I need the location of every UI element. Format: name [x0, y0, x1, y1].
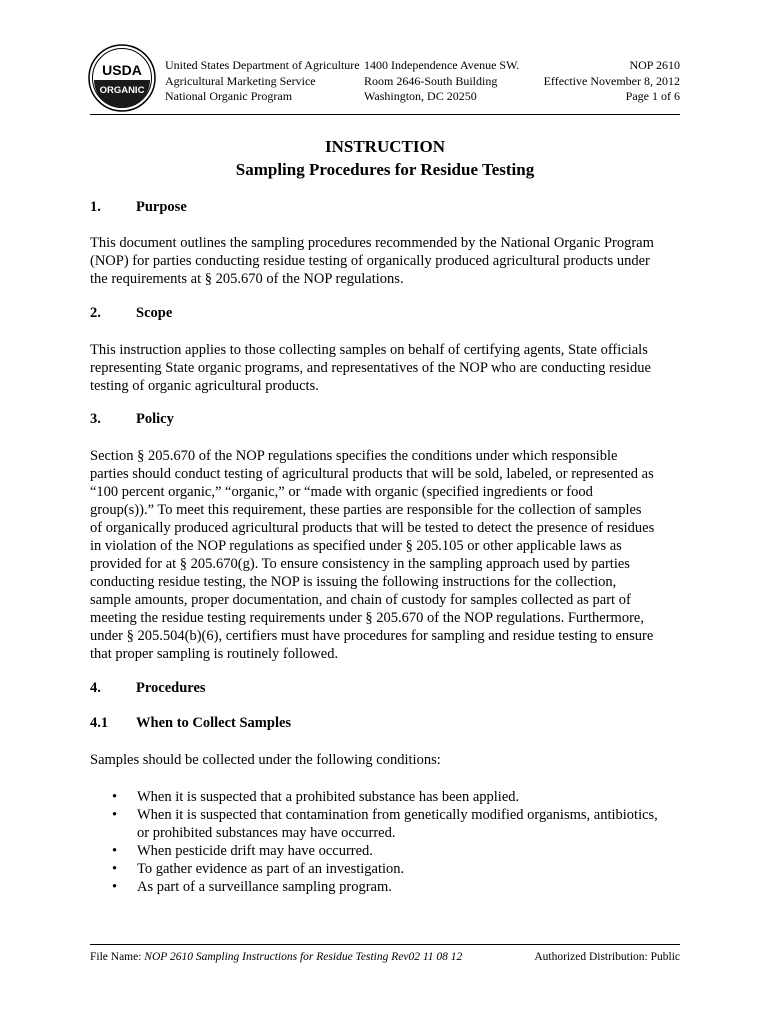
- text-line: meeting the residue testing requirements under § 205.670 of the NOP regulations. Furthermore,: [90, 610, 644, 626]
- list-item: [112, 806, 692, 842]
- doc-number: NOP 2610: [629, 58, 680, 72]
- header-divider: [90, 114, 680, 115]
- text-line: conducting residue testing, the NOP is issuing the following instructions for the collection,: [90, 574, 617, 590]
- text-line: or prohibited substances may have occurred.: [137, 825, 396, 841]
- policy-paragraph: [90, 447, 684, 663]
- text-line: of organically produced agricultural products that will be tested to detect the presence of residues: [90, 520, 655, 536]
- effective-date: Effective November 8, 2012: [543, 73, 680, 88]
- svg-text:ORGANIC: ORGANIC: [99, 85, 145, 96]
- header-address: [364, 58, 519, 105]
- section-number: 3.: [90, 411, 101, 427]
- bullet-icon: •: [112, 789, 118, 805]
- text-line: When it is suspected that contamination from genetically modified organisms, antibiotics,: [137, 807, 658, 823]
- section-heading-purpose: [90, 199, 187, 216]
- text-line: When pesticide drift may have occurred.: [137, 843, 373, 859]
- text-line: that proper sampling is routinely followed.: [90, 646, 339, 662]
- header-address-line: Room 2646-South Building: [364, 73, 498, 88]
- doc-type-title: INSTRUCTION: [325, 137, 445, 156]
- purpose-paragraph: [90, 234, 684, 288]
- scope-paragraph: [90, 341, 684, 395]
- text-line: This instruction applies to those collecting samples on behalf of certifying agents, State officials: [90, 342, 648, 358]
- text-line: representing State organic programs, and representatives of the NOP who are conducting residue: [90, 360, 651, 376]
- section-title: Scope: [136, 305, 173, 321]
- section-number: 1.: [90, 199, 101, 215]
- text-line: This document outlines the sampling procedures recommended by the National Organic Program: [90, 235, 654, 251]
- list-item: [112, 860, 692, 878]
- bullet-icon: •: [112, 861, 118, 877]
- list-item: [112, 842, 692, 860]
- text-line: Samples should be collected under the following conditions:: [90, 752, 441, 768]
- section-heading-policy: [90, 411, 174, 428]
- text-line: (NOP) for parties conducting residue testing of organically produced agricultural products under: [90, 253, 650, 269]
- file-name-value: NOP 2610 Sampling Instructions for Residue Testing Rev02 11 08 12: [144, 951, 463, 963]
- page-number: Page 1 of 6: [625, 89, 680, 103]
- when-intro-paragraph: [90, 751, 684, 769]
- text-line: To gather evidence as part of an investigation.: [137, 861, 405, 877]
- list-item: [112, 878, 692, 896]
- text-line: the requirements at § 205.670 of the NOP regulations.: [90, 271, 404, 287]
- text-line: When it is suspected that a prohibited substance has been applied.: [137, 789, 520, 805]
- usda-organic-logo: [88, 44, 156, 112]
- text-line: Section § 205.670 of the NOP regulations specifies the conditions under which responsible: [90, 448, 618, 464]
- header-agency-line: National Organic Program: [165, 89, 293, 103]
- section-title: Policy: [136, 411, 174, 427]
- text-line: in violation of the NOP regulations as specified under § 205.105 or other applicable laws as: [90, 538, 622, 554]
- bullet-icon: •: [112, 879, 118, 895]
- text-line: under § 205.504(b)(6), certifiers must have procedures for sampling and residue testing to ensure: [90, 628, 654, 644]
- bullet-icon: •: [112, 843, 118, 859]
- footer-file-name: [90, 951, 462, 963]
- section-title: Purpose: [136, 199, 187, 215]
- file-name-label: File Name:: [90, 951, 142, 963]
- section-heading-scope: [90, 305, 172, 322]
- header-address-line: 1400 Independence Avenue SW.: [364, 58, 520, 72]
- text-line: testing of organic agricultural products.: [90, 378, 319, 394]
- doc-title: Sampling Procedures for Residue Testing: [235, 160, 535, 179]
- text-line: provided for at § 205.670(g). To ensure consistency in the sampling approach used by parties: [90, 556, 630, 572]
- text-line: sample amounts, proper documentation, and chain of custody for samples collected as part of: [90, 592, 631, 608]
- section-heading-procedures: [90, 680, 206, 697]
- text-line: parties should conduct testing of agricultural products that will be sold, labeled, or represented as: [90, 466, 654, 482]
- list-item: [112, 788, 692, 806]
- section-title: When to Collect Samples: [136, 715, 292, 731]
- footer-distribution: Authorized Distribution: Public: [534, 951, 680, 963]
- svg-text:USDA: USDA: [102, 62, 142, 78]
- subsection-heading-when-to-collect: [90, 715, 291, 732]
- header-doc-info: [544, 58, 680, 105]
- text-line: “100 percent organic,” “organic,” or “made with organic (specified ingredients or food: [90, 484, 593, 500]
- header-agency: [165, 58, 360, 105]
- footer-divider: [90, 944, 680, 945]
- text-line: As part of a surveillance sampling program.: [137, 879, 392, 895]
- header-agency-line: Agricultural Marketing Service: [165, 73, 316, 88]
- conditions-list: [112, 788, 692, 896]
- bullet-icon: •: [112, 807, 118, 823]
- text-line: group(s)).” To meet this requirement, these parties are responsible for the collection of samples: [90, 502, 642, 518]
- header-address-line: Washington, DC 20250: [364, 89, 477, 103]
- section-title: Procedures: [136, 680, 206, 696]
- section-number: 2.: [90, 305, 101, 321]
- section-number: 4.1: [90, 715, 109, 731]
- header-agency-line: United States Department of Agriculture: [165, 58, 360, 72]
- section-number: 4.: [90, 680, 101, 696]
